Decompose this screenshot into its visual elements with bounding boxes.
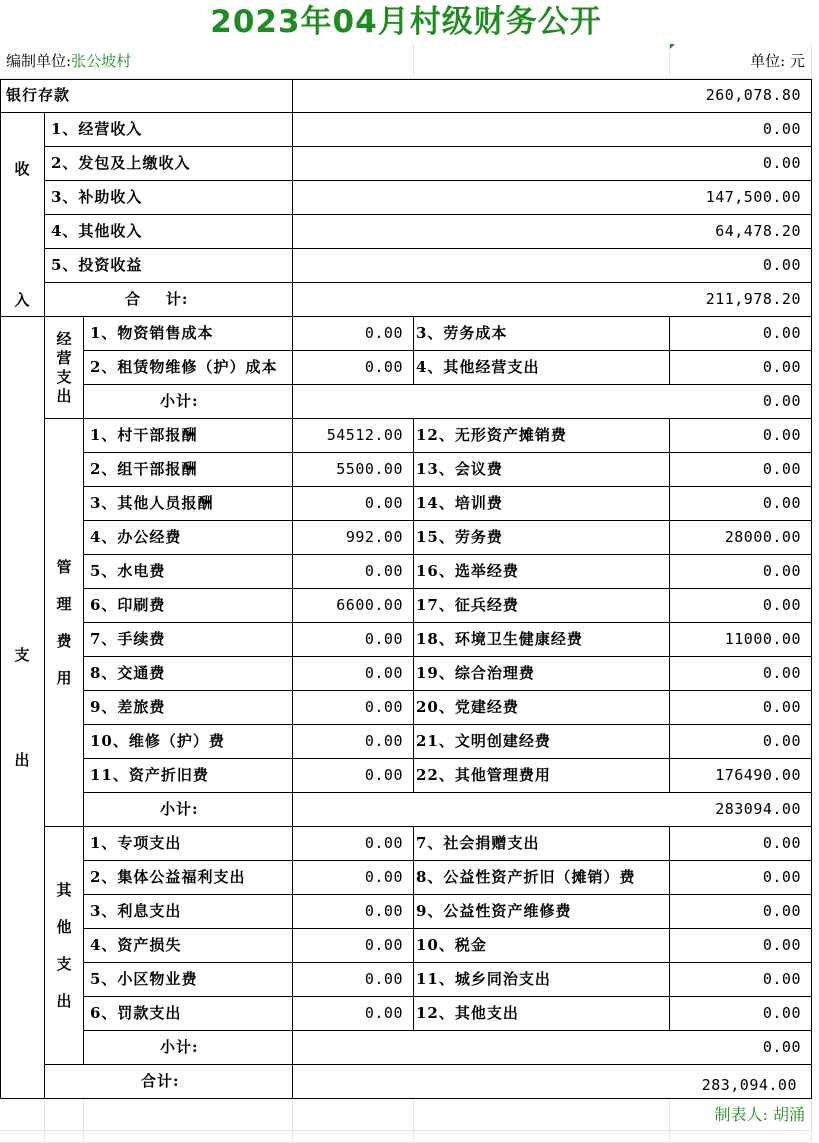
management-group-char: 管 — [56, 557, 72, 576]
other-group-char: 其 — [56, 880, 72, 899]
expense-total-value: 283,094.00 — [293, 1065, 812, 1099]
other-right-value: 0.00 — [670, 827, 812, 861]
income-item-value: 0.00 — [293, 147, 812, 181]
other-subtotal-label: 小计: — [84, 1031, 293, 1065]
income-item-value: 0.00 — [293, 249, 812, 283]
income-total-label: 合 计: — [45, 283, 293, 317]
table-left-border — [0, 79, 1, 1099]
other-group-char: 出 — [56, 991, 72, 1010]
income-item-value: 64,478.20 — [293, 215, 812, 249]
operating-left-value: 0.00 — [293, 351, 414, 385]
empty-grid-cell — [0, 1131, 45, 1143]
management-right-value: 28000.00 — [670, 521, 812, 555]
empty-grid-cell — [84, 1131, 293, 1143]
operating-group-label — [45, 317, 84, 419]
other-left-value: 0.00 — [293, 895, 414, 929]
management-subtotal-label: 小计: — [84, 793, 293, 827]
management-left-label: 2、组干部报酬 — [84, 453, 293, 487]
bank-label: 银行存款 — [0, 79, 293, 113]
management-group-char: 费 — [56, 631, 72, 650]
management-group-char: 用 — [56, 668, 72, 687]
management-left-value: 0.00 — [293, 725, 414, 759]
management-right-value: 0.00 — [670, 589, 812, 623]
management-left-value: 0.00 — [293, 759, 414, 793]
operating-right-value: 0.00 — [670, 317, 812, 351]
other-right-label: 9、公益性资产维修费 — [414, 895, 670, 929]
income-total-value: 211,978.20 — [293, 283, 812, 317]
other-left-label: 2、集体公益福利支出 — [84, 861, 293, 895]
footer-blank — [293, 1099, 414, 1131]
preparer: 制表人: 胡涌 — [670, 1099, 812, 1131]
page-title: 2023年04月村级财务公开 — [210, 3, 602, 40]
management-left-label: 10、维修（护）费 — [84, 725, 293, 759]
operating-right-label: 4、其他经营支出 — [414, 351, 670, 385]
management-right-value: 0.00 — [670, 453, 812, 487]
table-top-border — [0, 79, 812, 80]
other-right-label: 7、社会捐赠支出 — [414, 827, 670, 861]
income-item-value: 147,500.00 — [293, 181, 812, 215]
management-left-value: 0.00 — [293, 555, 414, 589]
unit-name: 张公坡村 — [71, 51, 132, 70]
footer-blank — [84, 1099, 293, 1131]
management-left-value: 0.00 — [293, 623, 414, 657]
management-right-value: 0.00 — [670, 555, 812, 589]
management-left-label: 11、资产折旧费 — [84, 759, 293, 793]
other-left-value: 0.00 — [293, 827, 414, 861]
operating-subtotal-value: 0.00 — [293, 385, 812, 419]
footer-blank — [45, 1099, 84, 1131]
management-left-label: 9、差旅费 — [84, 691, 293, 725]
management-left-value: 5500.00 — [293, 453, 414, 487]
expense-total-label: 合计: — [45, 1065, 293, 1099]
management-left-value: 6600.00 — [293, 589, 414, 623]
management-right-label: 21、文明创建经费 — [414, 725, 670, 759]
empty-grid-cell — [45, 1131, 84, 1143]
footer-blank — [0, 1099, 45, 1131]
operating-group-char: 出 — [56, 386, 72, 405]
management-right-label: 22、其他管理费用 — [414, 759, 670, 793]
management-left-label: 3、其他人员报酬 — [84, 487, 293, 521]
other-right-value: 0.00 — [670, 895, 812, 929]
other-right-label: 10、税金 — [414, 929, 670, 963]
management-right-label: 20、党建经费 — [414, 691, 670, 725]
header-blank — [414, 44, 670, 79]
income-group-top: 收 — [14, 159, 30, 178]
expense-group-bottom: 出 — [14, 750, 30, 769]
management-left-value: 0.00 — [293, 691, 414, 725]
income-item-value: 0.00 — [293, 113, 812, 147]
other-left-label: 6、罚款支出 — [84, 997, 293, 1031]
income-item-label: 5、投资收益 — [45, 249, 293, 283]
management-right-label: 19、综合治理费 — [414, 657, 670, 691]
management-right-value: 176490.00 — [670, 759, 812, 793]
other-right-label: 12、其他支出 — [414, 997, 670, 1031]
empty-grid-cell — [414, 1131, 670, 1143]
income-item-label: 2、发包及上缴收入 — [45, 147, 293, 181]
operating-right-value: 0.00 — [670, 351, 812, 385]
other-subtotal-value: 0.00 — [293, 1031, 812, 1065]
management-left-label: 6、印刷费 — [84, 589, 293, 623]
management-right-value: 0.00 — [670, 487, 812, 521]
management-left-label: 7、手续费 — [84, 623, 293, 657]
other-left-label: 1、专项支出 — [84, 827, 293, 861]
management-right-label: 14、培训费 — [414, 487, 670, 521]
empty-grid-cell — [670, 1131, 812, 1143]
other-left-value: 0.00 — [293, 963, 414, 997]
empty-grid-cell — [293, 1131, 414, 1143]
management-right-label: 12、无形资产摊销费 — [414, 419, 670, 453]
management-group-char: 理 — [56, 594, 72, 613]
other-right-label: 8、公益性资产折旧（摊销）费 — [414, 861, 670, 895]
income-item-label: 3、补助收入 — [45, 181, 293, 215]
operating-subtotal-label: 小计: — [84, 385, 293, 419]
other-left-value: 0.00 — [293, 861, 414, 895]
operating-group-char: 支 — [56, 367, 72, 386]
income-group-bottom: 入 — [14, 290, 30, 309]
other-left-value: 0.00 — [293, 997, 414, 1031]
income-item-label: 1、经营收入 — [45, 113, 293, 147]
management-group-label — [45, 419, 84, 827]
other-group-label — [45, 827, 84, 1065]
operating-left-label: 2、租赁物维修（护）成本 — [84, 351, 293, 385]
management-right-label: 18、环境卫生健康经费 — [414, 623, 670, 657]
management-right-label: 13、会议费 — [414, 453, 670, 487]
management-right-value: 0.00 — [670, 725, 812, 759]
management-left-value: 992.00 — [293, 521, 414, 555]
other-right-label: 11、城乡同治支出 — [414, 963, 670, 997]
management-right-value: 0.00 — [670, 657, 812, 691]
unit-label: 编制单位: — [6, 51, 72, 70]
management-subtotal-value: 283094.00 — [293, 793, 812, 827]
expense-group-label — [0, 317, 45, 1099]
management-right-value: 11000.00 — [670, 623, 812, 657]
management-right-value: 0.00 — [670, 419, 812, 453]
other-group-char: 支 — [56, 954, 72, 973]
bank-value: 260,078.80 — [293, 79, 812, 113]
management-left-value: 0.00 — [293, 657, 414, 691]
other-right-value: 0.00 — [670, 929, 812, 963]
expense-group-top: 支 — [14, 645, 30, 664]
other-right-value: 0.00 — [670, 861, 812, 895]
currency-unit: 单位: 元 — [670, 44, 812, 79]
operating-group-char: 经 — [56, 329, 72, 348]
management-left-label: 5、水电费 — [84, 555, 293, 589]
income-group-label — [0, 113, 45, 317]
income-item-label: 4、其他收入 — [45, 215, 293, 249]
footer-blank — [414, 1099, 670, 1131]
other-left-label: 4、资产损失 — [84, 929, 293, 963]
management-right-label: 15、劳务费 — [414, 521, 670, 555]
operating-left-label: 1、物资销售成本 — [84, 317, 293, 351]
unit-header — [0, 44, 414, 79]
management-left-value: 54512.00 — [293, 419, 414, 453]
other-left-value: 0.00 — [293, 929, 414, 963]
other-left-label: 5、小区物业费 — [84, 963, 293, 997]
management-right-label: 17、征兵经费 — [414, 589, 670, 623]
other-right-value: 0.00 — [670, 963, 812, 997]
management-left-value: 0.00 — [293, 487, 414, 521]
operating-right-label: 3、劳务成本 — [414, 317, 670, 351]
management-left-label: 1、村干部报酬 — [84, 419, 293, 453]
management-right-value: 0.00 — [670, 691, 812, 725]
other-right-value: 0.00 — [670, 997, 812, 1031]
other-group-char: 他 — [56, 917, 72, 936]
operating-left-value: 0.00 — [293, 317, 414, 351]
operating-group-char: 营 — [56, 348, 72, 367]
management-left-label: 4、办公经费 — [84, 521, 293, 555]
other-left-label: 3、利息支出 — [84, 895, 293, 929]
management-left-label: 8、交通费 — [84, 657, 293, 691]
management-right-label: 16、选举经费 — [414, 555, 670, 589]
